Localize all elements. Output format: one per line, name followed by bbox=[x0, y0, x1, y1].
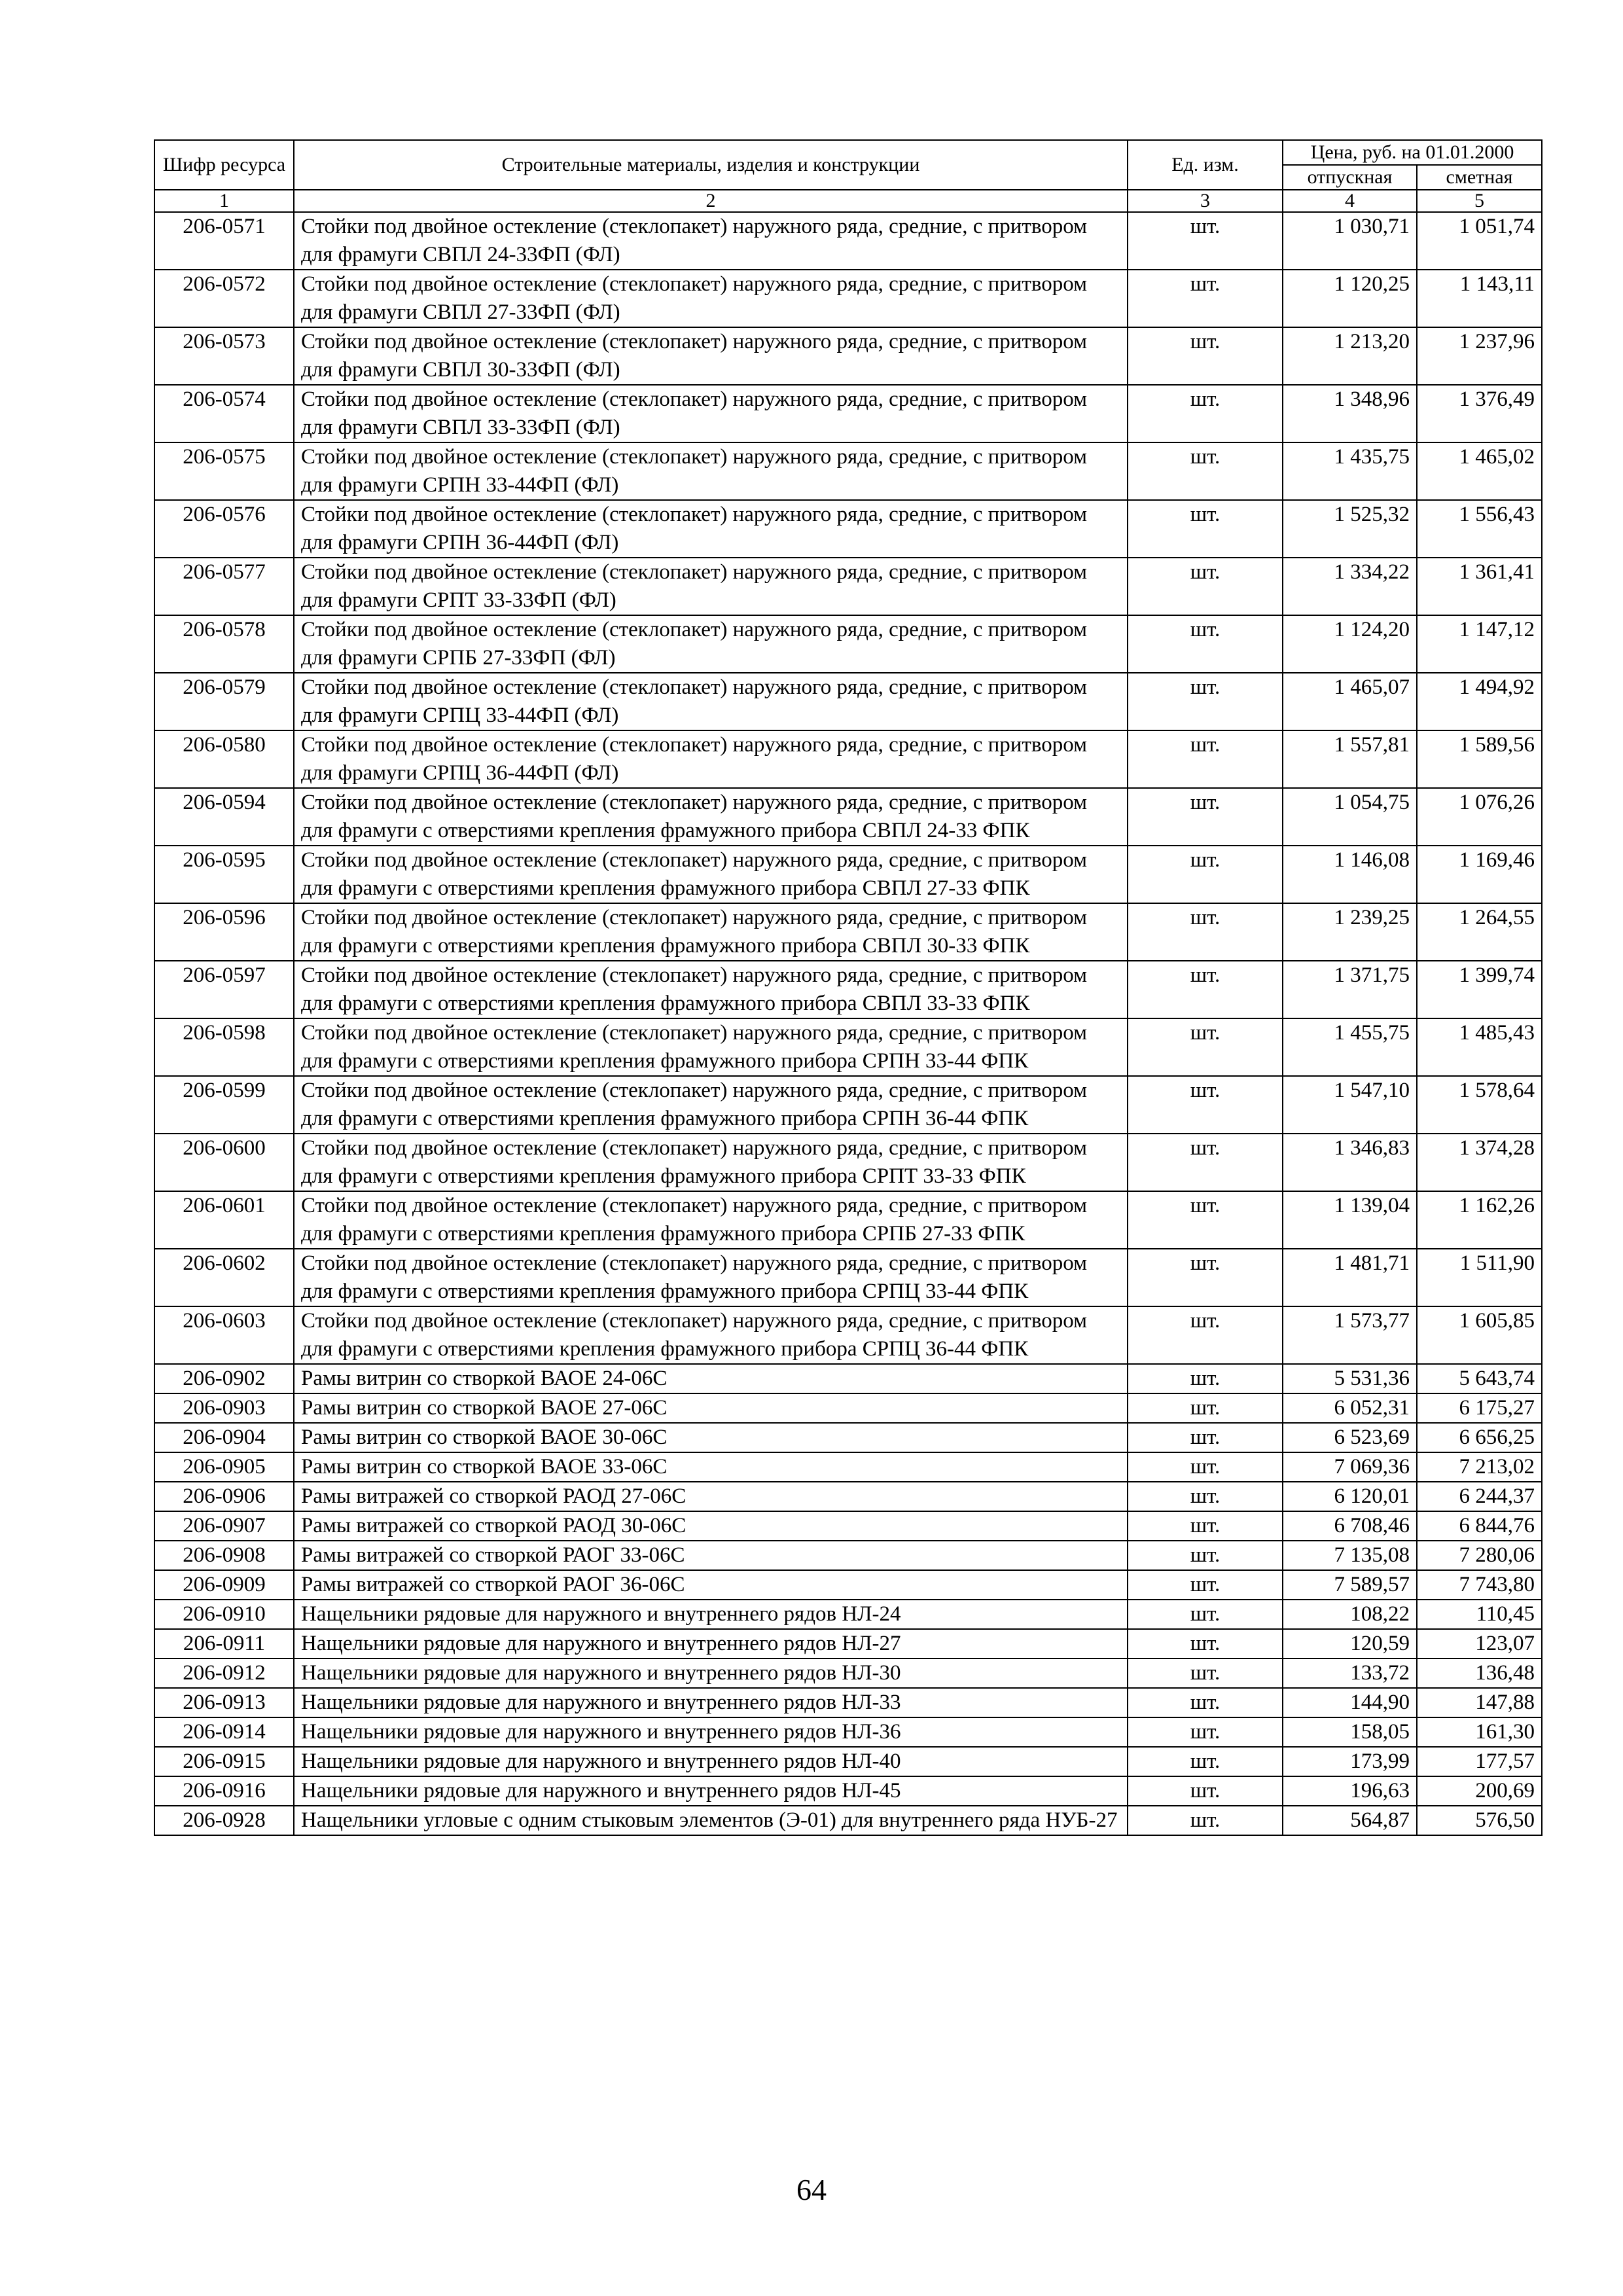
cell-price-estimate: 1 237,96 bbox=[1417, 327, 1542, 385]
cell-price-release: 1 124,20 bbox=[1283, 615, 1417, 673]
cell-unit: шт. bbox=[1128, 1600, 1283, 1629]
cell-price-release: 1 371,75 bbox=[1283, 961, 1417, 1018]
cell-price-estimate: 1 051,74 bbox=[1417, 212, 1542, 270]
cell-name: Рамы витражей со створкой РАОД 27-06С bbox=[294, 1482, 1128, 1511]
cell-price-estimate: 6 175,27 bbox=[1417, 1393, 1542, 1423]
cell-code: 206-0579 bbox=[154, 673, 294, 730]
cell-name: Стойки под двойное остекление (стеклопакет) наружного ряда, средние, с притвором для фрамуги СВПЛ 30-33ФП (ФЛ) bbox=[294, 327, 1128, 385]
cell-price-estimate: 1 578,64 bbox=[1417, 1076, 1542, 1134]
table-row bbox=[154, 1776, 1542, 1806]
cell-code: 206-0574 bbox=[154, 385, 294, 442]
cell-name: Рамы витражей со створкой РАОД 30-06С bbox=[294, 1511, 1128, 1541]
cell-price-estimate: 1 376,49 bbox=[1417, 385, 1542, 442]
table-row bbox=[154, 1629, 1542, 1659]
cell-price-estimate: 6 244,37 bbox=[1417, 1482, 1542, 1511]
cell-code: 206-0907 bbox=[154, 1511, 294, 1541]
table-row bbox=[154, 1570, 1542, 1600]
cell-name: Нащельники угловые с одним стыковым элементов (Э-01) для внутреннего ряда НУБ-27 bbox=[294, 1806, 1128, 1835]
cell-code: 206-0598 bbox=[154, 1018, 294, 1076]
cell-unit: шт. bbox=[1128, 730, 1283, 788]
cell-price-estimate: 1 169,46 bbox=[1417, 846, 1542, 903]
cell-price-release: 1 334,22 bbox=[1283, 558, 1417, 615]
cell-name: Стойки под двойное остекление (стеклопакет) наружного ряда, средние, с притвором для фрамуги с отверстиями крепления фрамужного прибора СРПТ 33-33 ФПК bbox=[294, 1134, 1128, 1191]
table-row bbox=[154, 1806, 1542, 1835]
cell-price-estimate: 200,69 bbox=[1417, 1776, 1542, 1806]
table-body bbox=[154, 212, 1542, 1835]
cell-price-estimate: 136,48 bbox=[1417, 1659, 1542, 1688]
table-row bbox=[154, 558, 1542, 615]
table-row bbox=[154, 1600, 1542, 1629]
cell-code: 206-0913 bbox=[154, 1688, 294, 1717]
column-number: 4 bbox=[1283, 190, 1417, 212]
cell-price-estimate: 6 844,76 bbox=[1417, 1511, 1542, 1541]
cell-price-estimate: 1 485,43 bbox=[1417, 1018, 1542, 1076]
cell-price-estimate: 1 399,74 bbox=[1417, 961, 1542, 1018]
table-row bbox=[154, 1134, 1542, 1191]
cell-name: Стойки под двойное остекление (стеклопакет) наружного ряда, средние, с притвором для фрамуги СРПН 33-44ФП (ФЛ) bbox=[294, 442, 1128, 500]
cell-code: 206-0903 bbox=[154, 1393, 294, 1423]
cell-unit: шт. bbox=[1128, 1747, 1283, 1776]
cell-price-release: 1 455,75 bbox=[1283, 1018, 1417, 1076]
cell-code: 206-0596 bbox=[154, 903, 294, 961]
column-number: 5 bbox=[1417, 190, 1542, 212]
cell-code: 206-0915 bbox=[154, 1747, 294, 1776]
table-row bbox=[154, 442, 1542, 500]
table-row bbox=[154, 1076, 1542, 1134]
table-header bbox=[154, 140, 1542, 212]
cell-unit: шт. bbox=[1128, 1511, 1283, 1541]
cell-price-release: 108,22 bbox=[1283, 1600, 1417, 1629]
cell-code: 206-0905 bbox=[154, 1452, 294, 1482]
table-row bbox=[154, 1249, 1542, 1306]
cell-unit: шт. bbox=[1128, 1776, 1283, 1806]
table-row bbox=[154, 1482, 1542, 1511]
cell-name: Нащельники рядовые для наружного и внутреннего рядов НЛ-30 bbox=[294, 1659, 1128, 1688]
cell-price-estimate: 161,30 bbox=[1417, 1717, 1542, 1747]
cell-price-release: 6 523,69 bbox=[1283, 1423, 1417, 1452]
table-row bbox=[154, 730, 1542, 788]
cell-price-release: 6 708,46 bbox=[1283, 1511, 1417, 1541]
cell-price-release: 1 573,77 bbox=[1283, 1306, 1417, 1364]
cell-price-release: 1 054,75 bbox=[1283, 788, 1417, 846]
header-price-group: Цена, руб. на 01.01.2000 bbox=[1283, 140, 1542, 165]
cell-unit: шт. bbox=[1128, 1806, 1283, 1835]
cell-price-release: 173,99 bbox=[1283, 1747, 1417, 1776]
cell-price-release: 120,59 bbox=[1283, 1629, 1417, 1659]
cell-price-estimate: 177,57 bbox=[1417, 1747, 1542, 1776]
cell-code: 206-0577 bbox=[154, 558, 294, 615]
cell-code: 206-0594 bbox=[154, 788, 294, 846]
cell-name: Стойки под двойное остекление (стеклопакет) наружного ряда, средние, с притвором для фрамуги СВПЛ 27-33ФП (ФЛ) bbox=[294, 270, 1128, 327]
cell-code: 206-0573 bbox=[154, 327, 294, 385]
header-price-estimate: сметная bbox=[1417, 165, 1542, 190]
table-row bbox=[154, 673, 1542, 730]
table-row bbox=[154, 1306, 1542, 1364]
column-number: 3 bbox=[1128, 190, 1283, 212]
cell-code: 206-0575 bbox=[154, 442, 294, 500]
cell-price-estimate: 576,50 bbox=[1417, 1806, 1542, 1835]
cell-price-release: 1 239,25 bbox=[1283, 903, 1417, 961]
cell-code: 206-0601 bbox=[154, 1191, 294, 1249]
cell-name: Стойки под двойное остекление (стеклопакет) наружного ряда, средние, с притвором для фрамуги с отверстиями крепления фрамужного прибора СВПЛ 24-33 ФПК bbox=[294, 788, 1128, 846]
cell-unit: шт. bbox=[1128, 1570, 1283, 1600]
table-row bbox=[154, 846, 1542, 903]
cell-unit: шт. bbox=[1128, 1688, 1283, 1717]
cell-unit: шт. bbox=[1128, 1249, 1283, 1306]
cell-price-release: 1 348,96 bbox=[1283, 385, 1417, 442]
cell-name: Стойки под двойное остекление (стеклопакет) наружного ряда, средние, с притвором для фрамуги СВПЛ 33-33ФП (ФЛ) bbox=[294, 385, 1128, 442]
cell-price-estimate: 1 605,85 bbox=[1417, 1306, 1542, 1364]
cell-name: Нащельники рядовые для наружного и внутреннего рядов НЛ-40 bbox=[294, 1747, 1128, 1776]
table-row bbox=[154, 270, 1542, 327]
cell-name: Стойки под двойное остекление (стеклопакет) наружного ряда, средние, с притвором для фрамуги СРПЦ 36-44ФП (ФЛ) bbox=[294, 730, 1128, 788]
cell-price-estimate: 1 264,55 bbox=[1417, 903, 1542, 961]
cell-price-estimate: 1 147,12 bbox=[1417, 615, 1542, 673]
cell-code: 206-0916 bbox=[154, 1776, 294, 1806]
cell-price-release: 1 557,81 bbox=[1283, 730, 1417, 788]
cell-name: Стойки под двойное остекление (стеклопакет) наружного ряда, средние, с притвором для фрамуги с отверстиями крепления фрамужного прибора СРПН 33-44 ФПК bbox=[294, 1018, 1128, 1076]
cell-price-release: 7 069,36 bbox=[1283, 1452, 1417, 1482]
cell-price-release: 133,72 bbox=[1283, 1659, 1417, 1688]
cell-unit: шт. bbox=[1128, 1659, 1283, 1688]
cell-code: 206-0602 bbox=[154, 1249, 294, 1306]
cell-price-estimate: 5 643,74 bbox=[1417, 1364, 1542, 1393]
header-unit: Ед. изм. bbox=[1128, 140, 1283, 190]
cell-unit: шт. bbox=[1128, 1423, 1283, 1452]
cell-code: 206-0603 bbox=[154, 1306, 294, 1364]
cell-price-release: 7 135,08 bbox=[1283, 1541, 1417, 1570]
cell-code: 206-0600 bbox=[154, 1134, 294, 1191]
cell-unit: шт. bbox=[1128, 558, 1283, 615]
cell-unit: шт. bbox=[1128, 442, 1283, 500]
cell-code: 206-0906 bbox=[154, 1482, 294, 1511]
cell-unit: шт. bbox=[1128, 1393, 1283, 1423]
cell-name: Стойки под двойное остекление (стеклопакет) наружного ряда, средние, с притвором для фрамуги с отверстиями крепления фрамужного прибора СРПЦ 36-44 ФПК bbox=[294, 1306, 1128, 1364]
cell-code: 206-0599 bbox=[154, 1076, 294, 1134]
cell-price-estimate: 147,88 bbox=[1417, 1688, 1542, 1717]
cell-code: 206-0911 bbox=[154, 1629, 294, 1659]
table-row bbox=[154, 385, 1542, 442]
cell-unit: шт. bbox=[1128, 788, 1283, 846]
cell-price-estimate: 1 494,92 bbox=[1417, 673, 1542, 730]
cell-code: 206-0580 bbox=[154, 730, 294, 788]
cell-price-release: 1 213,20 bbox=[1283, 327, 1417, 385]
cell-code: 206-0908 bbox=[154, 1541, 294, 1570]
cell-price-release: 1 525,32 bbox=[1283, 500, 1417, 558]
cell-code: 206-0904 bbox=[154, 1423, 294, 1452]
cell-unit: шт. bbox=[1128, 961, 1283, 1018]
cell-name: Стойки под двойное остекление (стеклопакет) наружного ряда, средние, с притвором для фрамуги СРПБ 27-33ФП (ФЛ) bbox=[294, 615, 1128, 673]
cell-name: Стойки под двойное остекление (стеклопакет) наружного ряда, средние, с притвором для фрамуги с отверстиями крепления фрамужного прибора СРПЦ 33-44 ФПК bbox=[294, 1249, 1128, 1306]
cell-unit: шт. bbox=[1128, 1452, 1283, 1482]
cell-price-release: 1 481,71 bbox=[1283, 1249, 1417, 1306]
cell-name: Стойки под двойное остекление (стеклопакет) наружного ряда, средние, с притвором для фрамуги СРПН 36-44ФП (ФЛ) bbox=[294, 500, 1128, 558]
cell-unit: шт. bbox=[1128, 1076, 1283, 1134]
header-code: Шифр ресурса bbox=[154, 140, 294, 190]
cell-price-estimate: 1 162,26 bbox=[1417, 1191, 1542, 1249]
cell-name: Стойки под двойное остекление (стеклопакет) наружного ряда, средние, с притвором для фрамуги с отверстиями крепления фрамужного прибора СВПЛ 33-33 ФПК bbox=[294, 961, 1128, 1018]
table-row bbox=[154, 1423, 1542, 1452]
table-row bbox=[154, 1393, 1542, 1423]
page-number: 64 bbox=[796, 2173, 827, 2206]
cell-unit: шт. bbox=[1128, 1717, 1283, 1747]
cell-name: Нащельники рядовые для наружного и внутреннего рядов НЛ-24 bbox=[294, 1600, 1128, 1629]
table-row bbox=[154, 1659, 1542, 1688]
cell-unit: шт. bbox=[1128, 500, 1283, 558]
table-row bbox=[154, 1511, 1542, 1541]
cell-price-release: 158,05 bbox=[1283, 1717, 1417, 1747]
cell-price-release: 1 465,07 bbox=[1283, 673, 1417, 730]
table-row bbox=[154, 1747, 1542, 1776]
cell-name: Стойки под двойное остекление (стеклопакет) наружного ряда, средние, с притвором для фрамуги с отверстиями крепления фрамужного прибора СРПБ 27-33 ФПК bbox=[294, 1191, 1128, 1249]
cell-name: Рамы витражей со створкой РАОГ 33-06С bbox=[294, 1541, 1128, 1570]
cell-price-estimate: 123,07 bbox=[1417, 1629, 1542, 1659]
cell-name: Рамы витражей со створкой РАОГ 36-06С bbox=[294, 1570, 1128, 1600]
cell-name: Рамы витрин со створкой ВАОЕ 24-06С bbox=[294, 1364, 1128, 1393]
cell-price-release: 564,87 bbox=[1283, 1806, 1417, 1835]
table-row bbox=[154, 1688, 1542, 1717]
cell-price-release: 1 346,83 bbox=[1283, 1134, 1417, 1191]
price-table-container bbox=[154, 139, 1541, 1836]
cell-name: Нащельники рядовые для наружного и внутреннего рядов НЛ-36 bbox=[294, 1717, 1128, 1747]
cell-code: 206-0595 bbox=[154, 846, 294, 903]
cell-price-release: 1 435,75 bbox=[1283, 442, 1417, 500]
cell-code: 206-0578 bbox=[154, 615, 294, 673]
cell-name: Стойки под двойное остекление (стеклопакет) наружного ряда, средние, с притвором для фрамуги СРПЦ 33-44ФП (ФЛ) bbox=[294, 673, 1128, 730]
cell-code: 206-0914 bbox=[154, 1717, 294, 1747]
cell-price-estimate: 7 280,06 bbox=[1417, 1541, 1542, 1570]
cell-code: 206-0572 bbox=[154, 270, 294, 327]
cell-unit: шт. bbox=[1128, 1191, 1283, 1249]
cell-price-estimate: 1 076,26 bbox=[1417, 788, 1542, 846]
cell-price-release: 5 531,36 bbox=[1283, 1364, 1417, 1393]
cell-unit: шт. bbox=[1128, 270, 1283, 327]
cell-unit: шт. bbox=[1128, 1541, 1283, 1570]
cell-price-release: 7 589,57 bbox=[1283, 1570, 1417, 1600]
cell-price-estimate: 1 556,43 bbox=[1417, 500, 1542, 558]
cell-price-release: 6 120,01 bbox=[1283, 1482, 1417, 1511]
table-row bbox=[154, 1191, 1542, 1249]
table-row bbox=[154, 212, 1542, 270]
column-number-row bbox=[154, 190, 1542, 212]
cell-price-estimate: 7 743,80 bbox=[1417, 1570, 1542, 1600]
column-number: 1 bbox=[154, 190, 294, 212]
cell-code: 206-0571 bbox=[154, 212, 294, 270]
table-row bbox=[154, 1364, 1542, 1393]
cell-price-estimate: 1 589,56 bbox=[1417, 730, 1542, 788]
table-row bbox=[154, 327, 1542, 385]
cell-unit: шт. bbox=[1128, 846, 1283, 903]
cell-name: Рамы витрин со створкой ВАОЕ 33-06С bbox=[294, 1452, 1128, 1482]
cell-price-estimate: 1 465,02 bbox=[1417, 442, 1542, 500]
table-row bbox=[154, 615, 1542, 673]
table-row bbox=[154, 1018, 1542, 1076]
cell-price-release: 1 139,04 bbox=[1283, 1191, 1417, 1249]
cell-unit: шт. bbox=[1128, 1306, 1283, 1364]
table-row bbox=[154, 903, 1542, 961]
cell-unit: шт. bbox=[1128, 1482, 1283, 1511]
table-row bbox=[154, 500, 1542, 558]
table-row bbox=[154, 1452, 1542, 1482]
cell-unit: шт. bbox=[1128, 673, 1283, 730]
cell-name: Нащельники рядовые для наружного и внутреннего рядов НЛ-33 bbox=[294, 1688, 1128, 1717]
cell-name: Рамы витрин со створкой ВАОЕ 30-06С bbox=[294, 1423, 1128, 1452]
cell-price-release: 6 052,31 bbox=[1283, 1393, 1417, 1423]
cell-name: Стойки под двойное остекление (стеклопакет) наружного ряда, средние, с притвором для фрамуги с отверстиями крепления фрамужного прибора СВПЛ 30-33 ФПК bbox=[294, 903, 1128, 961]
cell-unit: шт. bbox=[1128, 1629, 1283, 1659]
price-table bbox=[154, 139, 1543, 1836]
cell-price-estimate: 1 361,41 bbox=[1417, 558, 1542, 615]
cell-unit: шт. bbox=[1128, 327, 1283, 385]
table-row bbox=[154, 1717, 1542, 1747]
cell-name: Стойки под двойное остекление (стеклопакет) наружного ряда, средние, с притвором для фрамуги с отверстиями крепления фрамужного прибора СРПН 36-44 ФПК bbox=[294, 1076, 1128, 1134]
header-price-release: отпускная bbox=[1283, 165, 1417, 190]
table-row bbox=[154, 1541, 1542, 1570]
cell-price-release: 1 146,08 bbox=[1283, 846, 1417, 903]
header-name: Строительные материалы, изделия и конструкции bbox=[294, 140, 1128, 190]
cell-code: 206-0909 bbox=[154, 1570, 294, 1600]
cell-price-estimate: 7 213,02 bbox=[1417, 1452, 1542, 1482]
cell-price-release: 196,63 bbox=[1283, 1776, 1417, 1806]
cell-name: Нащельники рядовые для наружного и внутреннего рядов НЛ-27 bbox=[294, 1629, 1128, 1659]
cell-name: Стойки под двойное остекление (стеклопакет) наружного ряда, средние, с притвором для фрамуги СРПТ 33-33ФП (ФЛ) bbox=[294, 558, 1128, 615]
cell-price-release: 1 030,71 bbox=[1283, 212, 1417, 270]
cell-price-estimate: 1 374,28 bbox=[1417, 1134, 1542, 1191]
cell-price-estimate: 1 511,90 bbox=[1417, 1249, 1542, 1306]
cell-unit: шт. bbox=[1128, 385, 1283, 442]
cell-unit: шт. bbox=[1128, 1018, 1283, 1076]
cell-code: 206-0912 bbox=[154, 1659, 294, 1688]
cell-price-estimate: 6 656,25 bbox=[1417, 1423, 1542, 1452]
cell-price-release: 1 547,10 bbox=[1283, 1076, 1417, 1134]
cell-unit: шт. bbox=[1128, 212, 1283, 270]
cell-code: 206-0902 bbox=[154, 1364, 294, 1393]
cell-unit: шт. bbox=[1128, 903, 1283, 961]
cell-name: Нащельники рядовые для наружного и внутреннего рядов НЛ-45 bbox=[294, 1776, 1128, 1806]
cell-price-estimate: 110,45 bbox=[1417, 1600, 1542, 1629]
cell-price-release: 144,90 bbox=[1283, 1688, 1417, 1717]
cell-price-estimate: 1 143,11 bbox=[1417, 270, 1542, 327]
cell-unit: шт. bbox=[1128, 1134, 1283, 1191]
cell-name: Стойки под двойное остекление (стеклопакет) наружного ряда, средние, с притвором для фрамуги с отверстиями крепления фрамужного прибора СВПЛ 27-33 ФПК bbox=[294, 846, 1128, 903]
table-row bbox=[154, 788, 1542, 846]
cell-code: 206-0597 bbox=[154, 961, 294, 1018]
cell-unit: шт. bbox=[1128, 615, 1283, 673]
table-row bbox=[154, 961, 1542, 1018]
column-number: 2 bbox=[294, 190, 1128, 212]
cell-name: Стойки под двойное остекление (стеклопакет) наружного ряда, средние, с притвором для фрамуги СВПЛ 24-33ФП (ФЛ) bbox=[294, 212, 1128, 270]
cell-name: Рамы витрин со створкой ВАОЕ 27-06С bbox=[294, 1393, 1128, 1423]
cell-code: 206-0910 bbox=[154, 1600, 294, 1629]
cell-code: 206-0576 bbox=[154, 500, 294, 558]
cell-price-release: 1 120,25 bbox=[1283, 270, 1417, 327]
cell-unit: шт. bbox=[1128, 1364, 1283, 1393]
cell-code: 206-0928 bbox=[154, 1806, 294, 1835]
